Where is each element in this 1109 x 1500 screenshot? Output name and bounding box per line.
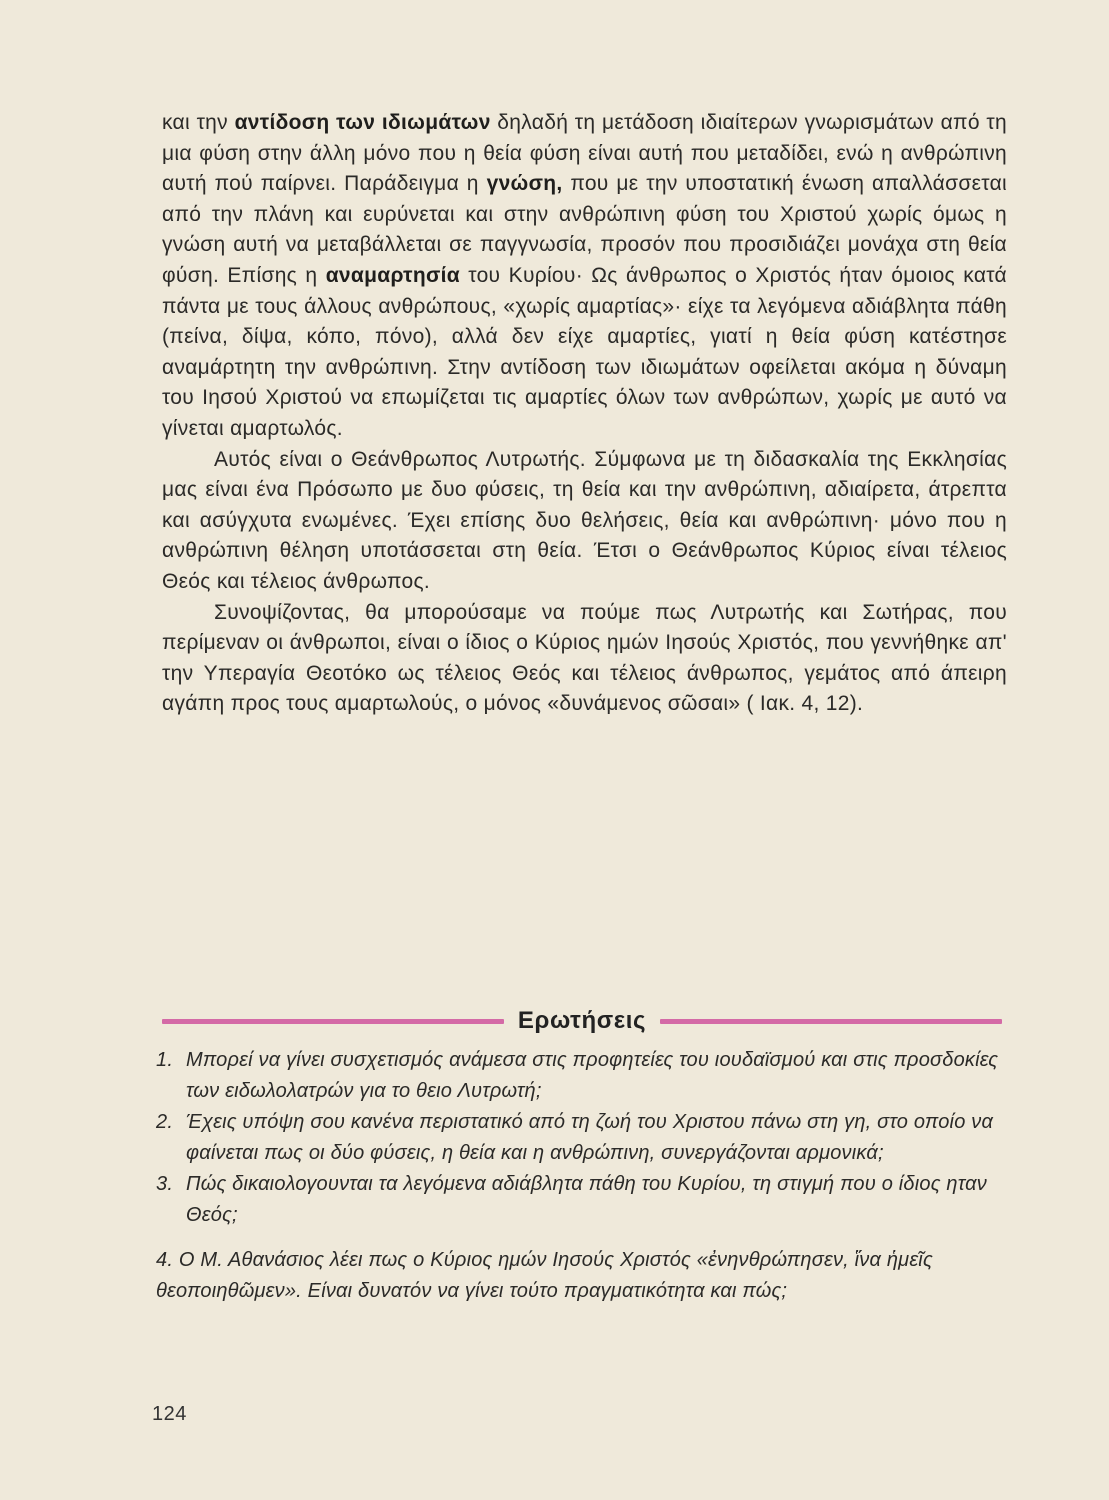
question-item bbox=[156, 1245, 1006, 1307]
text-run: του Κυρίου· Ως άνθρωπος ο Χριστός ήταν όμοιος κατά πάντα με τους άλλους ανθρώπους, «χωρίς αμαρτίας»· είχε τα λεγόμενα αδιάβλητα πάθη (πείνα, δίψα, κόπο, πόνο), αλλά δεν είχε αμαρτίες, γιατί η θεία φύση κατέστησε αναμάρτητη την ανθρώπινη. Στην αντίδοση των ιδιωμάτων οφείλεται ακόμα η δύναμη του Ιησού Χριστού να επωμίζεται τις αμαρτίες όλων των ανθρώπων, χωρίς με αυτό να γίνεται αμαρτωλός. bbox=[162, 263, 1007, 440]
question-number: 2. bbox=[156, 1111, 174, 1133]
text-run: που με την υποστατική ένωση απαλλάσσεται από την πλάνη και ευρύνεται και στην ανθρώπινη φύση του Χριστού χωρίς όμως η γνώση αυτή να μεταβάλλεται σε παγγνωσία, προσόν που προσιδιάζει μονάχα στη θεία φύση. Επίσης η bbox=[162, 172, 1007, 287]
paragraph-2: Αυτός είναι ο Θεάνθρωπος Λυτρωτής. Σύμφωνα με τη διδασκαλία της Εκκλησίας μας είναι ένα Πρόσωπο με δυο φύσεις, τη θεία και την ανθρώπινη, αδιαίρετα, άτρεπτα και ασύγχυτα ενωμένες. Έχει επίσης δυο θελήσεις, θεία και ανθρώπινη· μόνο που η ανθρώπινη θέληση υποτάσσεται στη θεία. Έτσι ο Θεάνθρωπος Κύριος είναι τέλειος Θεός και τέλειος άνθρωπος. bbox=[162, 447, 1007, 593]
questions-list bbox=[156, 1045, 1006, 1307]
paragraph-3: Συνοψίζοντας, θα μπορούσαμε να πούμε πως Λυτρωτής και Σωτήρας, που περίμεναν οι άνθρωποι, είναι ο ίδιος ο Κύριος ημών Ιησούς Χριστός, που γεννήθηκε απ' την Υπεραγία Θεοτόκο ως τέλειος Θεός και τέλειος άνθρωπος, γεμάτος από άπειρη αγάπη προς τους αμαρτωλούς, ο μόνος «δυνάμενος σῶσαι» ( Ιακ. 4, 12). bbox=[162, 600, 1007, 716]
main-text bbox=[162, 108, 1007, 720]
bold-term-anamartisia: αναμαρτησία bbox=[325, 263, 460, 287]
question-text: Πώς δικαιολογουνται τα λεγόμενα αδιάβλητα πάθη του Κυρίου, τη στιγμή που ο ίδιος ηταν Θεός; bbox=[186, 1173, 987, 1226]
question-text: Έχεις υπόψη σου κανένα περιστατικό από τη ζωή του Χριστου πάνω στη γη, στο οποίο να φαίνεται πως οι δύο φύσεις, η θεία και η ανθρώπινη, συνεργάζονται αρμονικά; bbox=[186, 1111, 994, 1164]
question-item bbox=[156, 1107, 1006, 1169]
text-run: και την bbox=[162, 111, 235, 134]
question-number: 1. bbox=[156, 1049, 174, 1071]
question-item bbox=[156, 1169, 1006, 1231]
page-number: 124 bbox=[152, 1403, 187, 1425]
section-title: Ερωτήσεις bbox=[517, 1007, 647, 1034]
header-rule-left bbox=[162, 1019, 504, 1024]
question-item bbox=[156, 1045, 1006, 1107]
paragraph-1 bbox=[162, 108, 1007, 445]
text-run: δηλαδή τη μετάδοση ιδιαίτερων γνωρισμάτων από τη μια φύση στην άλλη μόνο που η θεία φύση είναι αυτή που μεταδίδει, ενώ η ανθρώπινη αυτή πού παίρνει. Παράδειγμα η bbox=[162, 111, 1007, 196]
question-text: Ο Μ. Αθανάσιος λέει πως ο Κύριος ημών Ιησούς Χριστός «ἐνηνθρώπησεν, ἵνα ἡμεῖς θεοποιηθῶμεν». Είναι δυνατόν να γίνει τούτο πραγματικότητα και πώς; bbox=[156, 1249, 933, 1302]
question-number: 4. bbox=[156, 1249, 174, 1271]
bold-term-gnosi: γνώση, bbox=[486, 172, 563, 196]
question-number: 3. bbox=[156, 1173, 174, 1195]
question-text: Μπορεί να γίνει συσχετισμός ανάμεσα στις προφητείες του ιουδαϊσμού και στις προσδοκίες των ειδωλολατρών για το θειο Λυτρωτή; bbox=[186, 1049, 999, 1102]
header-rule-right bbox=[660, 1019, 1002, 1024]
bold-term-antidosi: αντίδοση των ιδιωμάτων bbox=[234, 111, 491, 134]
questions-header bbox=[162, 1003, 1002, 1039]
